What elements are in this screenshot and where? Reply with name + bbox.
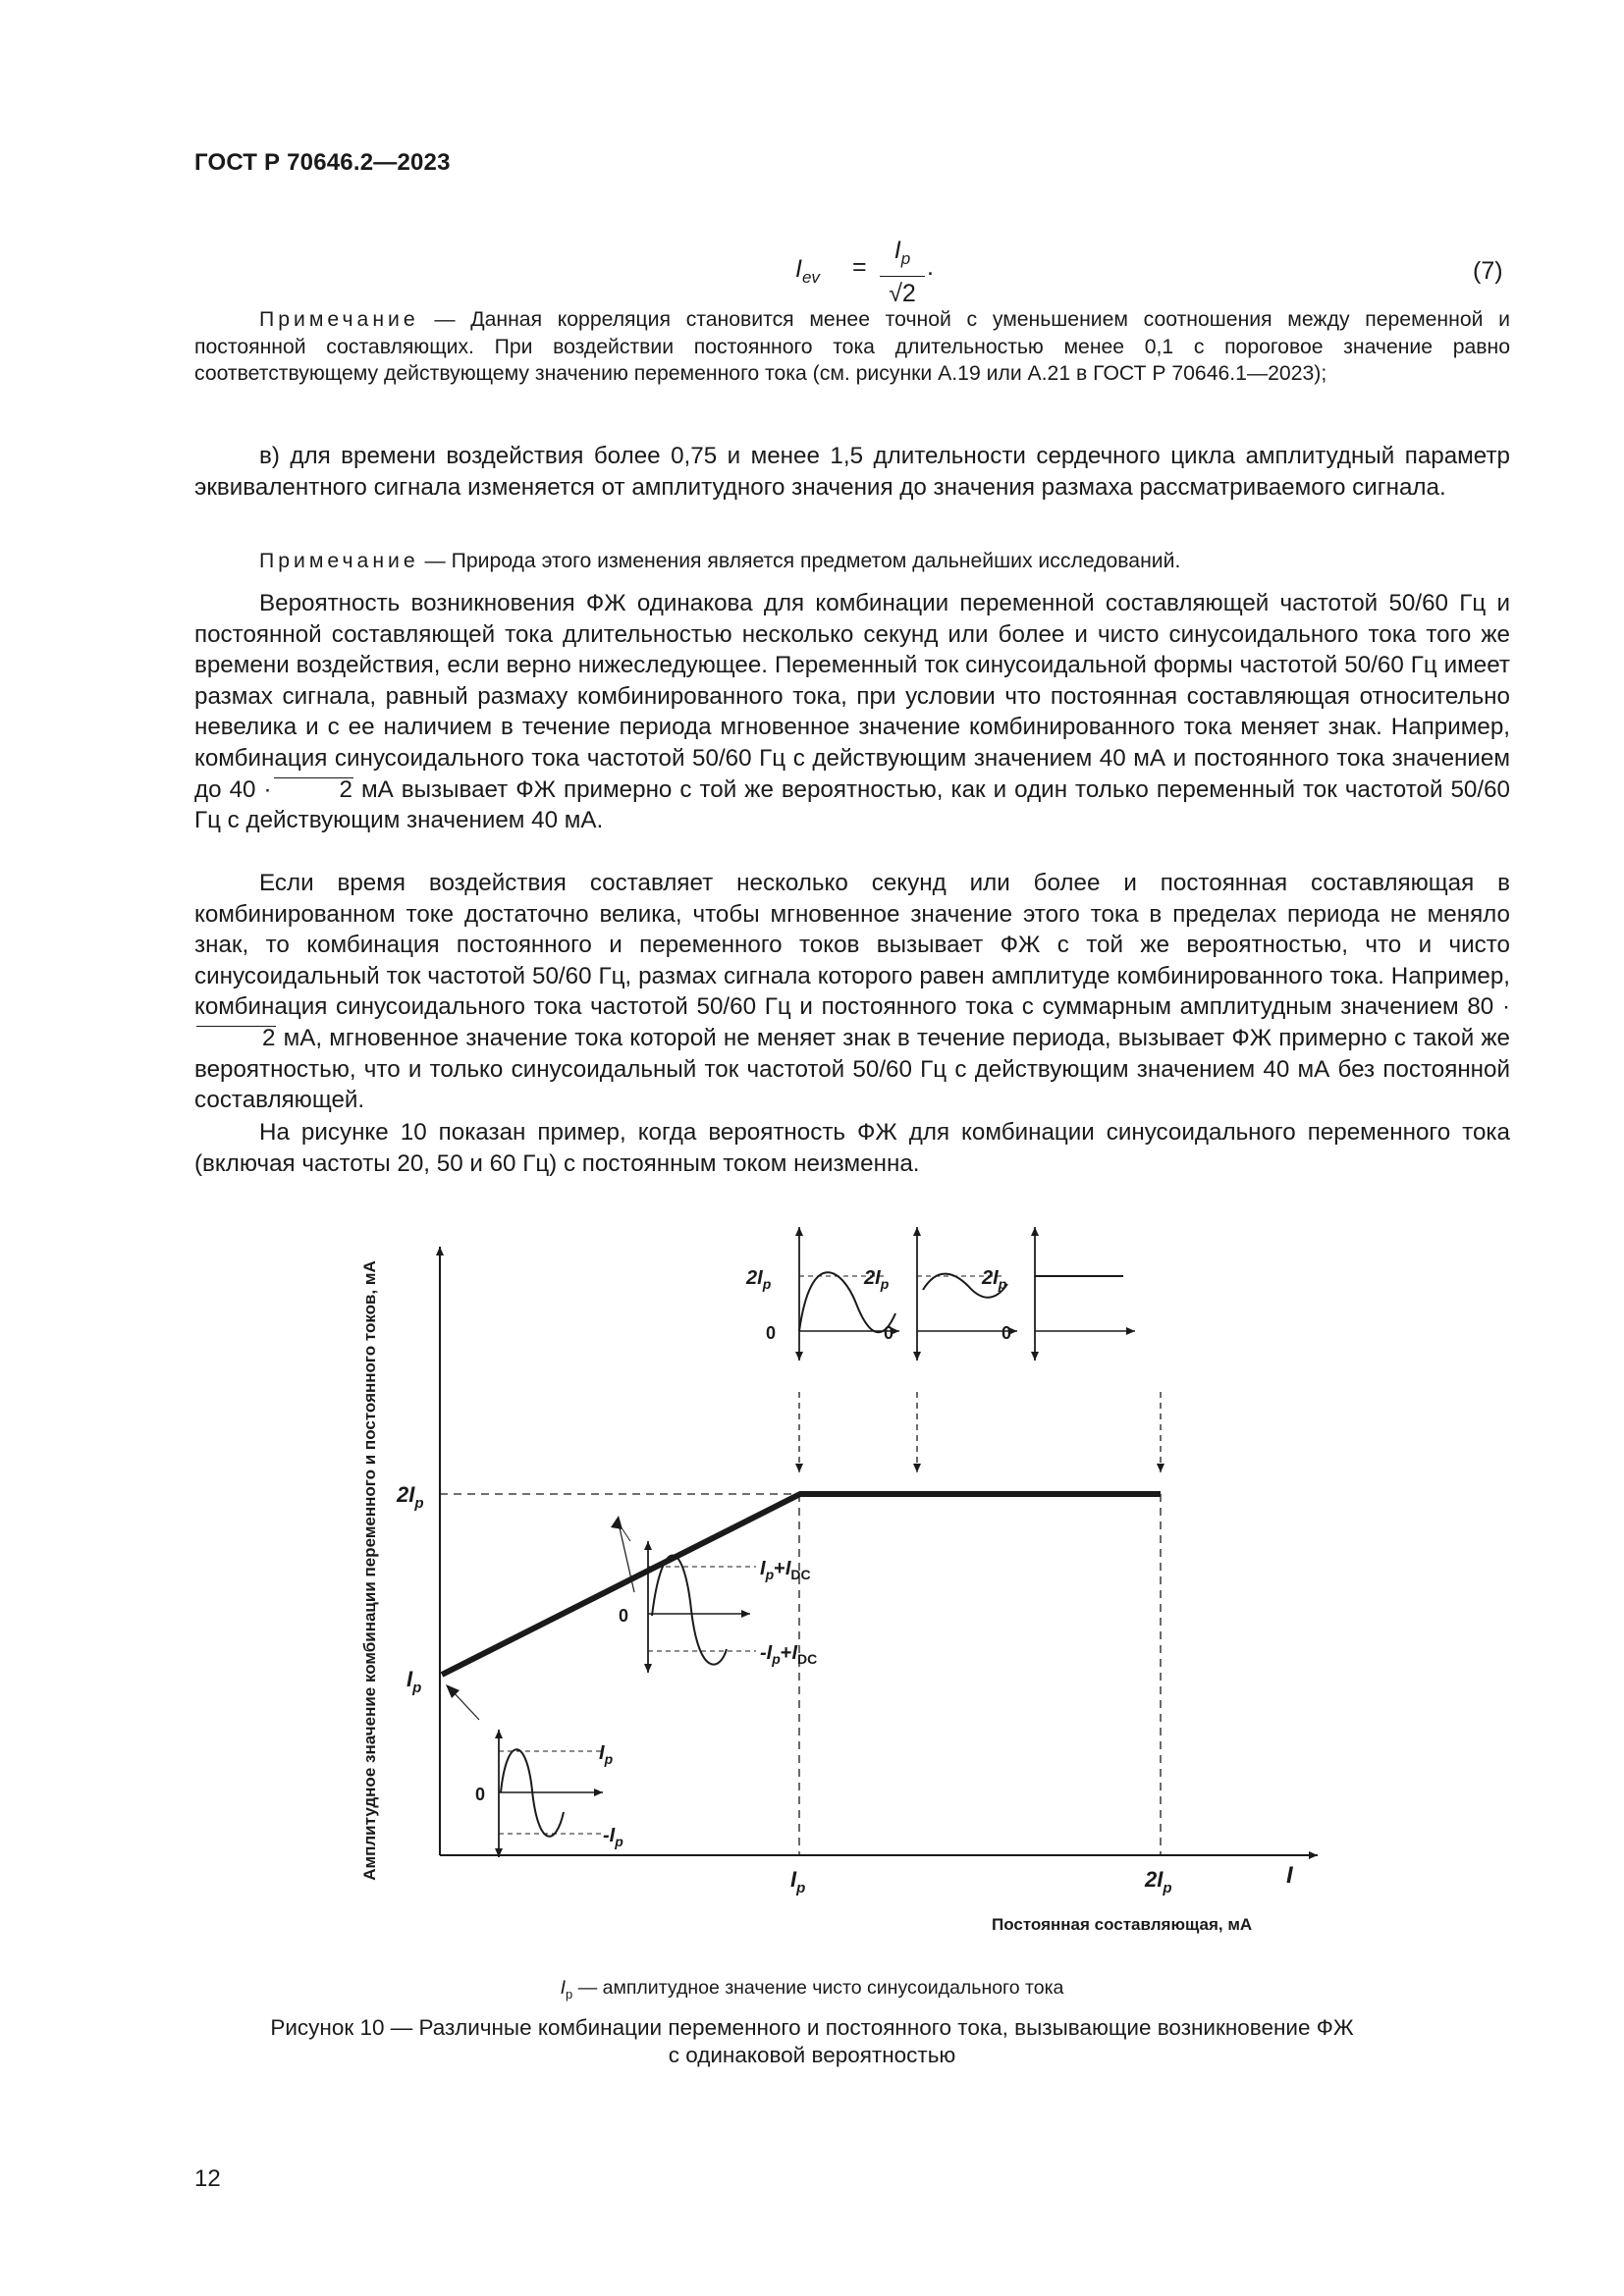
x-axis-label: Постоянная составляющая, мА: [992, 1915, 1253, 1934]
caption-line-2: с одинаковой вероятностью: [668, 2043, 956, 2067]
formula-lhs: $I_{ev}$: [795, 255, 820, 287]
formula-period: .: [927, 253, 934, 281]
svg-text:Ip: $I_p$: [599, 1742, 614, 1767]
x-tick-ip: $I_p$: [790, 1867, 806, 1896]
inset-sine-full-offset: [745, 1227, 899, 1472]
paragraph-text: мА, мгновенное значение тока которой не меняет знак в течение периода, вызывает ФЖ примерно с такой же вероятностью, что и только синусоидальный ток частотой 50/60 Гц с действующим значением 40 мА без постоянной составляющей.: [194, 1024, 1510, 1114]
y-tick-2ip: $2I_p$: [397, 1482, 424, 1512]
paragraph-text: Вероятность возникновения ФЖ одинакова для комбинации переменной составляющей частотой 50/60 Гц и постоянной составляющей тока длительностью несколько секунд или более и чисто синусоидального тока того же времени воздействия, если верно нижеследующее. Переменный ток синусоидальной формы частотой 50/60 Гц имеет размах сигнала, равный размаху комбинированного тока, при условии что постоянная составляющая относительно невелика и с ее наличием в течение периода мгновенное значение комбинированного тока меняет знак. Например, комбинация синусоидального тока частотой 50/60 Гц с действующим значением 40 мА и постоянного тока значением до 40 ·: [194, 590, 1510, 803]
svg-text:-Ip+IDC: $-I_p+I_{DC}$: [760, 1642, 818, 1667]
paragraph-2: [194, 868, 1510, 1116]
sqrt-symbol: 2: [274, 777, 353, 802]
svg-text:2Ip: $2I_p$: [864, 1267, 890, 1292]
inset-dc-only: [981, 1227, 1161, 1472]
x-tick-2ip: $2I_p$: [1145, 1867, 1172, 1896]
formula-equals: =: [852, 253, 867, 281]
formula-7: [795, 236, 992, 310]
paragraph-text: Если время воздействия составляет несколько секунд или более и постоянная составляющая в комбинированном токе достаточно велика, чтобы мгновенное значение этого тока в пределах периода не меняло знак, то комбинация постоянного и переменного токов вызывает ФЖ с той же вероятностью, что и чисто синусоидальный ток частотой 50/60 Гц, размах сигнала которого равен амплитуде комбинированного тока. Например, комбинация синусоидального тока частотой 50/60 Гц и постоянного тока с суммарным амплитудным значением 80 ·: [194, 870, 1510, 1021]
page-number: 12: [194, 2165, 221, 2192]
paragraph-3: [194, 1117, 1510, 1179]
item-v-text: в) для времени воздействия более 0,75 и менее 1,5 длительности сердечного цикла амплитудный параметр эквивалентного сигнала изменяется от амплитудного значения до значения размаха рассматриваемого сигнала.: [194, 443, 1510, 501]
document-header: ГОСТ Р 70646.2—2023: [194, 149, 451, 176]
inset-pure-sine: [446, 1684, 623, 1857]
note-1: [194, 306, 1510, 388]
fraction-bar: [880, 276, 925, 277]
formula-denominator: √2: [889, 280, 916, 307]
figure-caption: [0, 2014, 1624, 2069]
note-label: Примечание: [259, 550, 419, 572]
equation-number: (7): [1473, 257, 1503, 285]
item-v: [194, 441, 1510, 503]
svg-text:0: 0: [766, 1323, 777, 1343]
paragraph-text: мА вызывает ФЖ примерно с той же вероятностью, как и один только переменный ток частотой 50/60 Гц с действующим значением 40 мА.: [194, 775, 1510, 834]
x-axis-name: I: [1286, 1862, 1293, 1889]
note-label: Примечание: [259, 308, 419, 331]
note-text: — Данная корреляция становится менее точной с уменьшением соотношения между переменной и постоянной составляющих. При воздействии постоянного тока длительностью менее 0,1 с пороговое значение равно соответствующему действующему значению переменного тока (см. рисунки А.19 или А.21 в ГОСТ Р 70646.1—2023);: [194, 308, 1510, 385]
figure-10-chart: [353, 1188, 1335, 1973]
y-axis-label: Амплитудное значение комбинации переменного и постоянного токов, мА: [360, 1260, 379, 1881]
svg-text:0: 0: [884, 1323, 894, 1343]
svg-text:2Ip: $2I_p$: [982, 1267, 1007, 1292]
y-tick-ip: $I_p$: [406, 1667, 422, 1696]
svg-text:0: 0: [619, 1606, 629, 1626]
series-line: [442, 1494, 1161, 1675]
svg-text:0: 0: [475, 1785, 486, 1804]
paragraph-text: На рисунке 10 показан пример, когда вероятность ФЖ для комбинации синусоидального переменного тока (включая частоты 20, 50 и 60 Гц) с постоянным током неизменна.: [194, 1119, 1510, 1177]
svg-text:2Ip: $2I_p$: [746, 1267, 772, 1292]
note-2: [194, 548, 1510, 575]
formula-fraction: [880, 236, 925, 308]
formula-numerator: $I_p$: [893, 237, 911, 268]
paragraph-1: [194, 588, 1510, 836]
svg-text:-Ip: $-I_p$: [603, 1825, 623, 1849]
note-text: — Природа этого изменения является предметом дальнейших исследований.: [418, 550, 1181, 572]
sqrt-symbol: 2: [196, 1026, 276, 1050]
svg-text:Ip+IDC: $I_p+I_{DC}$: [760, 1558, 811, 1582]
figure-legend: $I_p$ — амплитудное значение чисто синусоидального тока: [560, 1977, 1064, 2002]
inset-sine-small-near-top: [863, 1227, 1017, 1472]
caption-line-1: Рисунок 10 — Различные комбинации переменного и постоянного тока, вызывающие возникновение ФЖ: [270, 2015, 1354, 2040]
svg-text:0: 0: [1001, 1323, 1012, 1343]
